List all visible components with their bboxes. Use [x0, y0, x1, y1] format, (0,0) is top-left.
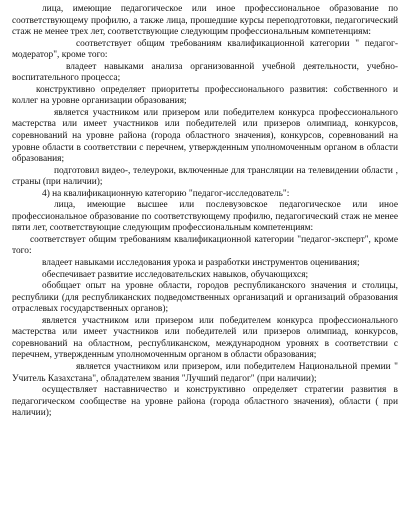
paragraph-experience-generalization: обобщает опыт на уровне области, городов республиканского значения и столицы, республики (для республиканских подведомственных организаций и организаций образования отраслевых государственных органов); [12, 281, 398, 315]
paragraph-research-skills-development: обеспечивает развитие исследовательских навыков, обучающихся; [42, 269, 309, 280]
paragraph-national-award: является участником или призером, или победителем Национальной премии " Учитель Казахстана", обладателем звания "Лучший педагог" (при наличии); [12, 361, 398, 384]
paragraph-video-lessons: подготовил видео-, телеуроки, включенные для трансляции на телевидении области , страны (при наличии); [12, 165, 398, 188]
paragraph-researcher-category-heading: 4) на квалификационную категорию "педагог-исследователь": [42, 188, 290, 199]
paragraph-expert-general-requirements: соответствует общим требованиям квалификационной категории "педагог-эксперт", кроме того: [12, 234, 398, 257]
paragraph-mentoring: осуществляет наставничество и конструктивно определяет стратегии развития в педагогическом сообществе на уровне района (города областного значения), области ( при наличии); [12, 385, 398, 419]
paragraph-moderator-eligibility: лица, имеющие педагогическое или иное профессиональное образование по соответствующему профилю, а также лица, прошедшие курсы переподготовки, педагогический стаж не менее трех лет, соответствующие следующим профессиональным компетенциям: [12, 4, 398, 38]
paragraph-district-region-competitions: является участником или призером или победителем конкурса профессионального мастерства или имеет участников или победителей или призеров олимпиад, конкурсов, соревнований на уровне района (города областного значения), конкурсов, соревнований на уровне области в соответствии с перечнем, утвержденным уполномоченным органом в области образования; [12, 107, 398, 165]
paragraph-researcher-eligibility: лица, имеющие высшее или послевузовское педагогическое или иное профессиональное образование по соответствующему профилю, педагогический стаж не менее пяти лет, соответствующие следующим профессиональным компетенциям: [12, 200, 398, 234]
paragraph-national-international-competitions: является участником или призером или победителем конкурса профессионального мастерства или имеет участников или победителей или призеров олимпиад, конкурсов, соревнований на областном, республиканском, международном уровнях в соответствии с перечнем, утвержденным уполномоченным органом в области образования; [12, 315, 398, 361]
paragraph-lesson-research-skills: владеет навыками исследования урока и разработки инструментов оценивания; [42, 258, 360, 269]
paragraph-development-priorities: конструктивно определяет приоритеты профессионального развития: собственного и коллег на уровне организации образования; [12, 84, 398, 107]
paragraph-lesson-analysis-skills: владеет навыками анализа организованной учебной деятельности, учебно-воспитательного процесса; [12, 61, 398, 84]
paragraph-moderator-general-requirements: соответствует общим требованиям квалификационной категории " педагог-модератор", кроме того: [12, 38, 398, 61]
